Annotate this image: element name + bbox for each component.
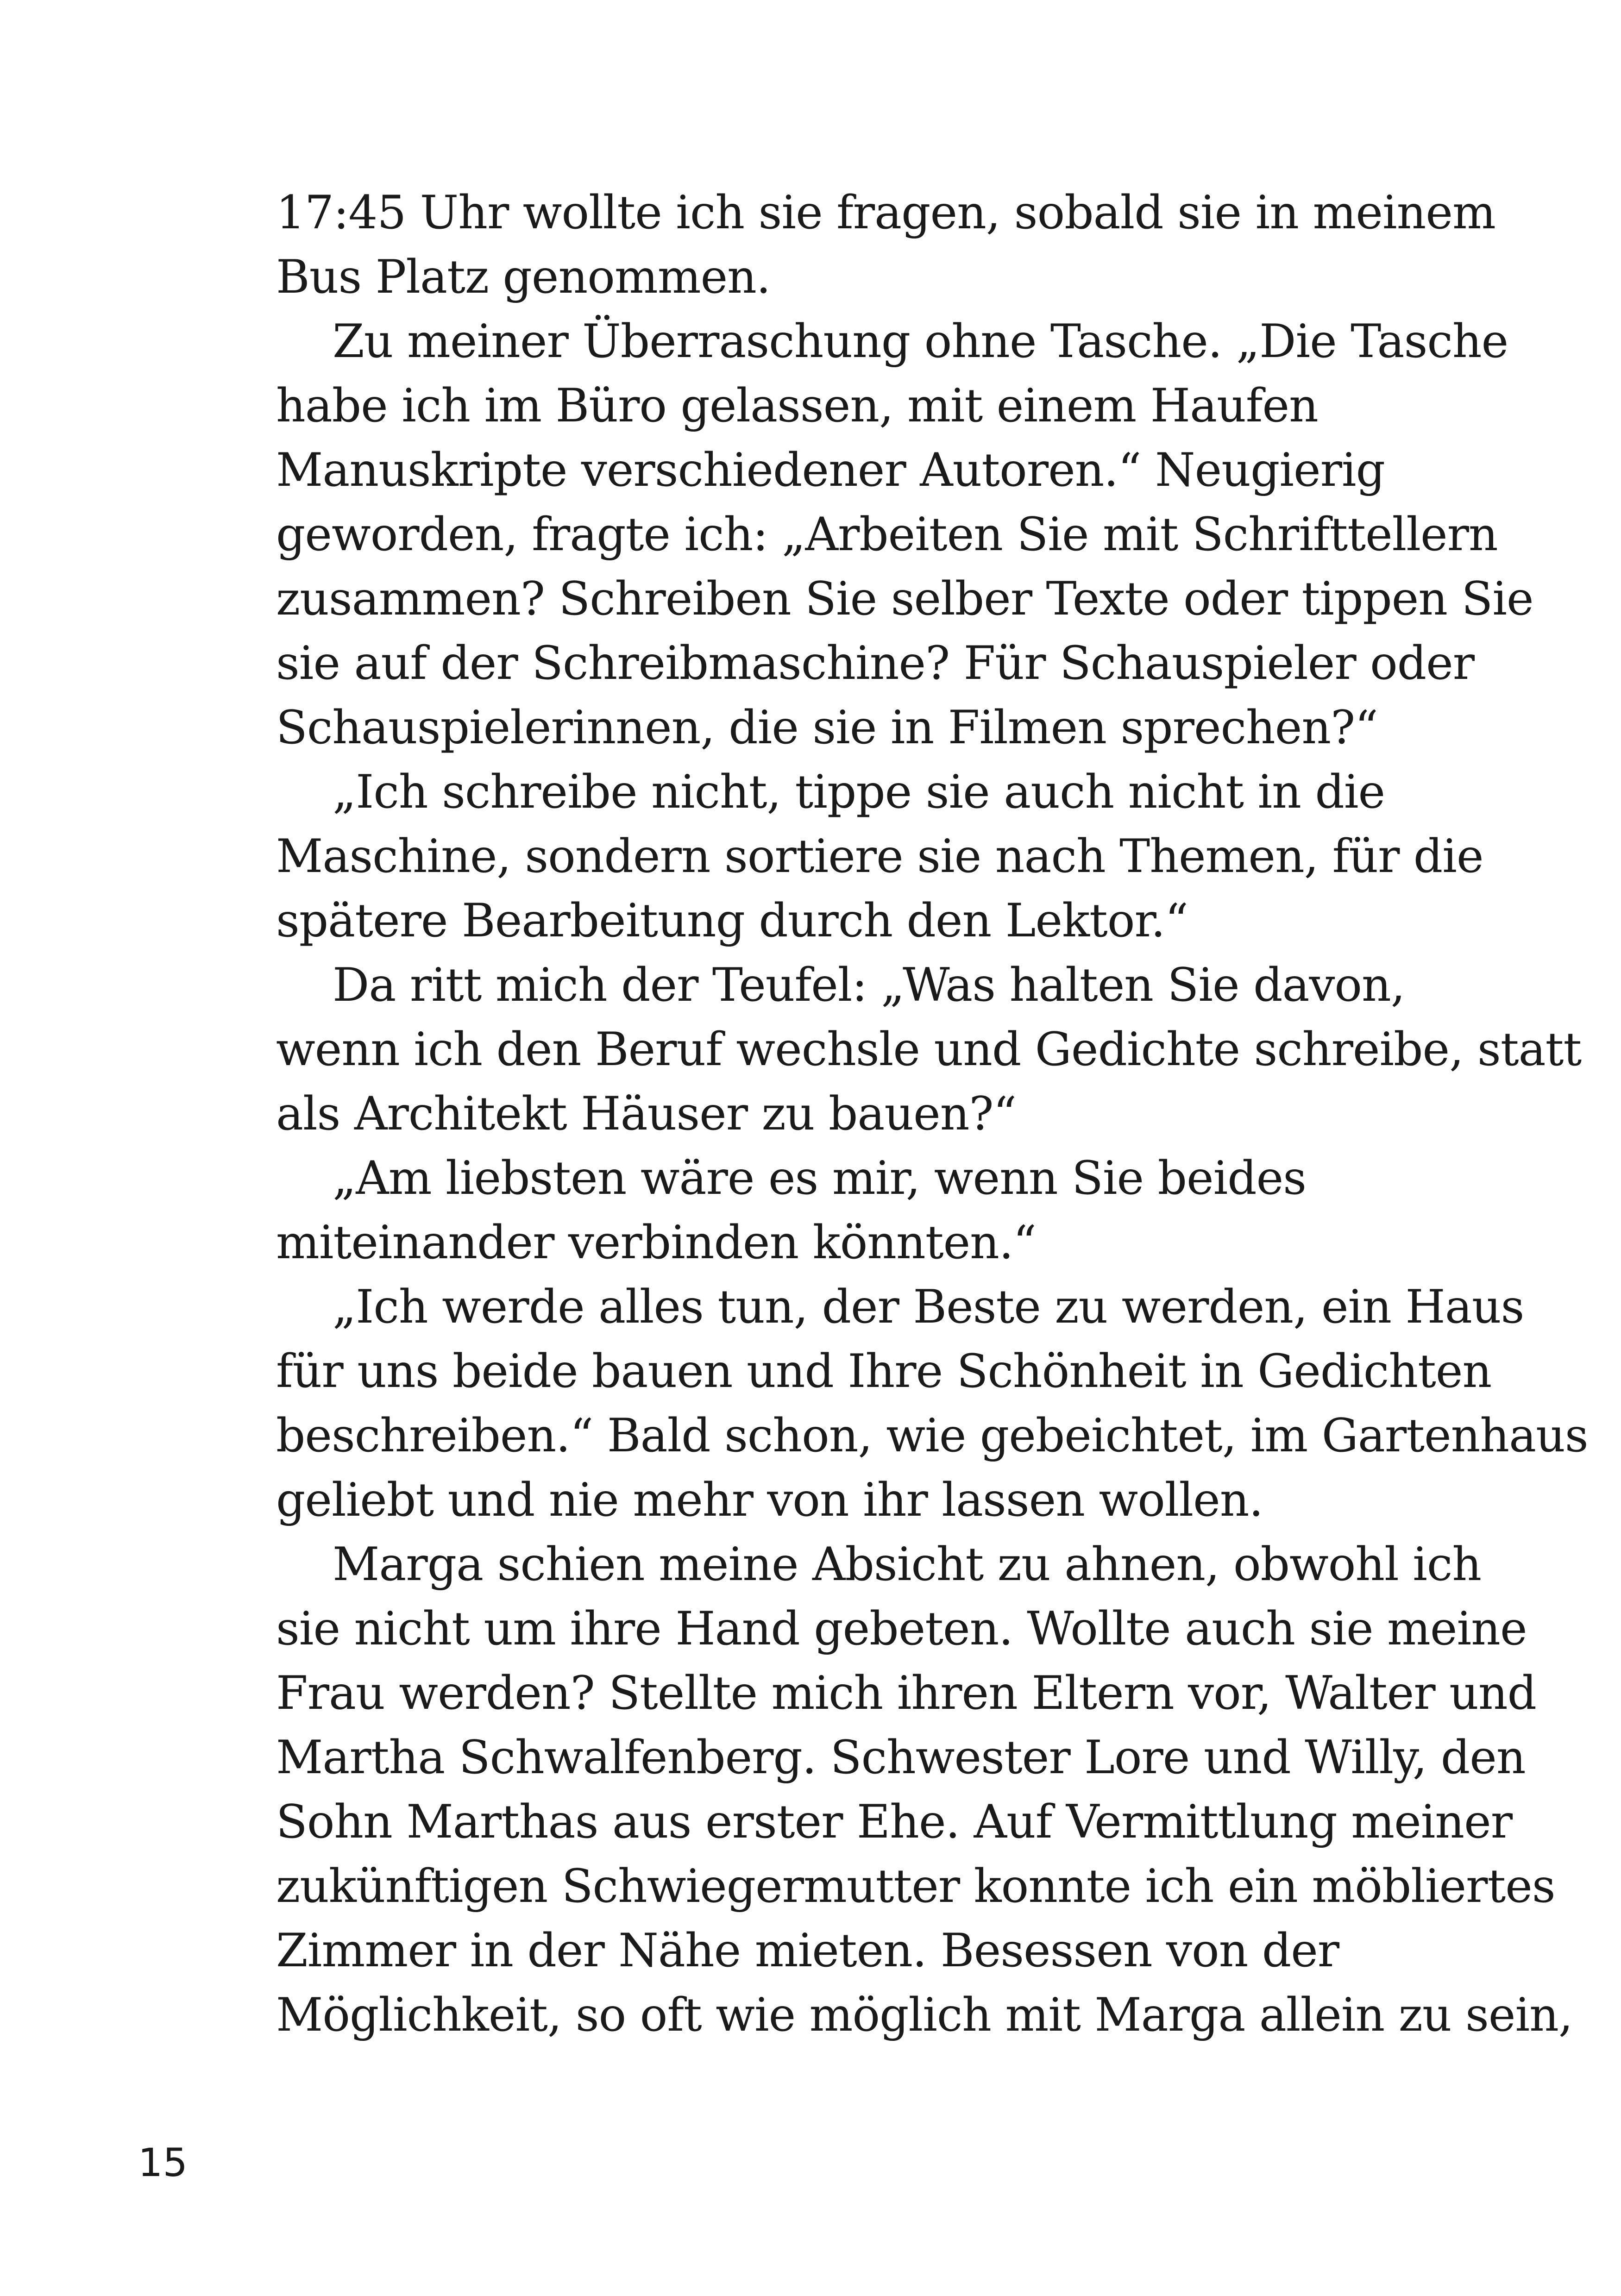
text-line: zusammen? Schreiben Sie selber Texte oder tippen Sie (276, 572, 1533, 626)
text-line: habe ich im Büro gelassen, mit einem Haufen (276, 379, 1318, 433)
text-line: sie nicht um ihre Hand gebeten. Wollte auch sie meine (276, 1602, 1527, 1656)
text-line: Martha Schwalfenberg. Schwester Lore und Willy, den (276, 1731, 1526, 1784)
text-line: „Am liebsten wäre es mir, wenn Sie beides (333, 1152, 1307, 1205)
text-line: Zu meiner Überraschung ohne Tasche. „Die Tasche (333, 315, 1508, 368)
text-line: Manuskripte verschiedener Autoren.“ Neugierig (276, 444, 1385, 497)
text-line: Frau werden? Stellte mich ihren Eltern vor, Walter und (276, 1667, 1536, 1720)
text-line: Marga schien meine Absicht zu ahnen, obwohl ich (333, 1538, 1482, 1591)
text-line: „Ich schreibe nicht, tippe sie auch nicht in die (333, 765, 1385, 819)
body-text (276, 181, 1588, 2047)
page-number: 15 (138, 2140, 188, 2185)
text-line: „Ich werde alles tun, der Beste zu werden, ein Haus (333, 1280, 1524, 1334)
text-line: Maschine, sondern sortiere sie nach Themen, für die (276, 830, 1483, 883)
text-line: miteinander verbinden könnten.“ (276, 1216, 1037, 1269)
text-line: Möglichkeit, so oft wie möglich mit Marga allein zu sein, (276, 1989, 1573, 2042)
text-line: als Architekt Häuser zu bauen?“ (276, 1087, 1017, 1141)
text-line: Zimmer in der Nähe mieten. Besessen von der (276, 1924, 1339, 1977)
text-line: zukünftigen Schwiegermutter konnte ich ein möbliertes (276, 1860, 1555, 1913)
text-line: Schauspielerinnen, die sie in Filmen sprechen?“ (276, 701, 1378, 754)
text-line: geworden, fragte ich: „Arbeiten Sie mit Schrifttellern (276, 508, 1498, 561)
text-line: wenn ich den Beruf wechsle und Gedichte schreibe, statt (276, 1023, 1582, 1076)
text-line: Bus Platz genommen. (276, 251, 771, 304)
text-line: spätere Bearbeitung durch den Lektor.“ (276, 894, 1188, 947)
text-line: geliebt und nie mehr von ihr lassen wollen. (276, 1474, 1263, 1527)
text-line: sie auf der Schreibmaschine? Für Schauspieler oder (276, 637, 1475, 690)
text-line: für uns beide bauen und Ihre Schönheit in Gedichten (276, 1345, 1492, 1398)
text-line: Sohn Marthas aus erster Ehe. Auf Vermittlung meiner (276, 1795, 1513, 1849)
text-line: Da ritt mich der Teufel: „Was halten Sie davon, (333, 959, 1405, 1012)
text-line: 17:45 Uhr wollte ich sie fragen, sobald sie in meinem (276, 186, 1495, 239)
text-line: beschreiben.“ Bald schon, wie gebeichtet, im Gartenhaus (276, 1409, 1588, 1462)
